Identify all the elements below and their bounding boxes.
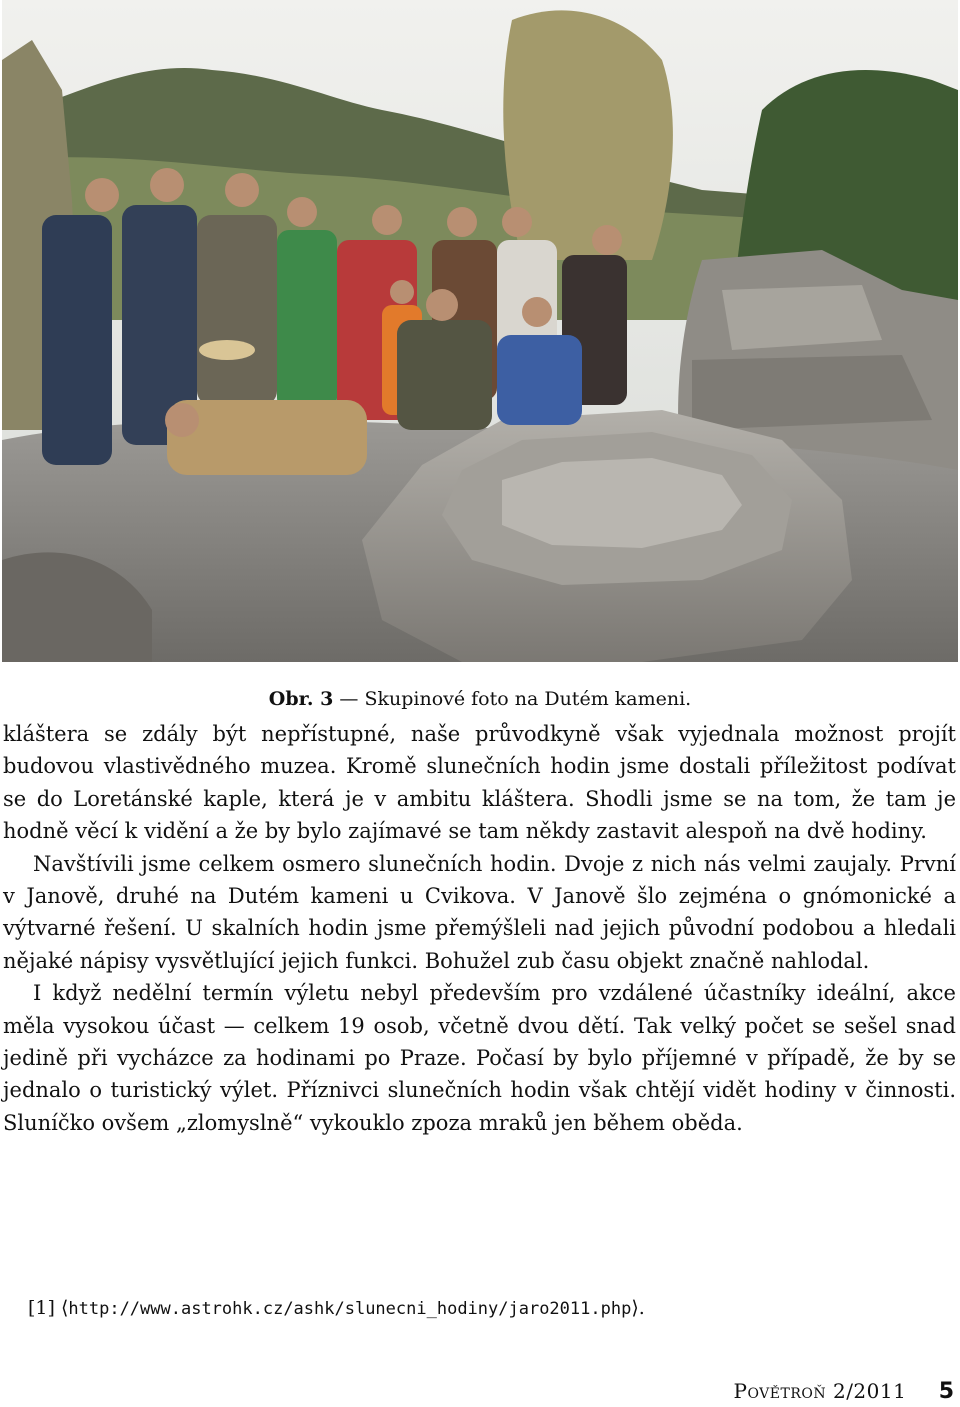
reference — [28, 1295, 645, 1322]
page-number: 5 — [938, 1379, 954, 1404]
paragraph-3: I když nedělní termín výletu nebyl především pro vzdálené účastníky ideální, akce měla vysokou účast — celkem 19 osob, včetně dvou dětí. Tak velký počet se sešel snad jedině při vycházce za hodinami po Praze. Počasí by bylo příjemné v případě, že by se jednalo o turistický výlet. Příznivci slunečních hodin však chtějí vidět hodiny v činnosti. Sluníčko ovšem „zlomyslně“ vykouklo zpoza mraků jen během oběda. — [3, 981, 956, 1135]
reference-number: [1] — [28, 1297, 55, 1319]
article-body — [3, 718, 956, 1139]
paragraph-2: Navštívili jsme celkem osmero slunečních hodin. Dvoje z nich nás velmi zaujaly. První v Janově, druhé na Dutém kameni u Cvikova. V Janově šlo zejména o gnómonické a výtvarné řešení. U skalních hodin jsme přemýšleli nad jejich původní podobou a hledali nějaké nápisy vysvětlující jejich funkci. Bohužel zub času objekt značně nahlodal. — [3, 851, 956, 973]
group-photo — [2, 0, 958, 662]
figure-caption-text: Skupinové foto na Dutém kameni. — [364, 688, 692, 710]
reference-open-bracket: ⟨ — [60, 1297, 69, 1319]
journal-name: Povětroň 2/2011 — [733, 1379, 907, 1403]
reference-close-bracket: ⟩. — [631, 1297, 645, 1319]
group-photo-illustration — [2, 0, 958, 662]
figure-label: Obr. 3 — [268, 688, 334, 710]
reference-link[interactable]: http://www.astrohk.cz/ashk/slunecni_hodiny/jaro2011.php — [68, 1299, 632, 1319]
figure-caption — [0, 686, 960, 712]
paragraph-1: kláštera se zdály být nepřístupné, naše průvodkyně však vyjednala možnost projít budovou vlastivědného muzea. Kromě slunečních hodin jsme dostali příležitost podívat se do Loretánské kaple, která je v ambitu kláštera. Shodli jsme se na tom, že tam je hodně věcí k vidění a že by bylo zajímavé se tam někdy zastavit alespoň na dvě hodiny. — [3, 722, 956, 844]
page-footer — [733, 1378, 954, 1405]
figure-dash: — — [339, 688, 359, 710]
